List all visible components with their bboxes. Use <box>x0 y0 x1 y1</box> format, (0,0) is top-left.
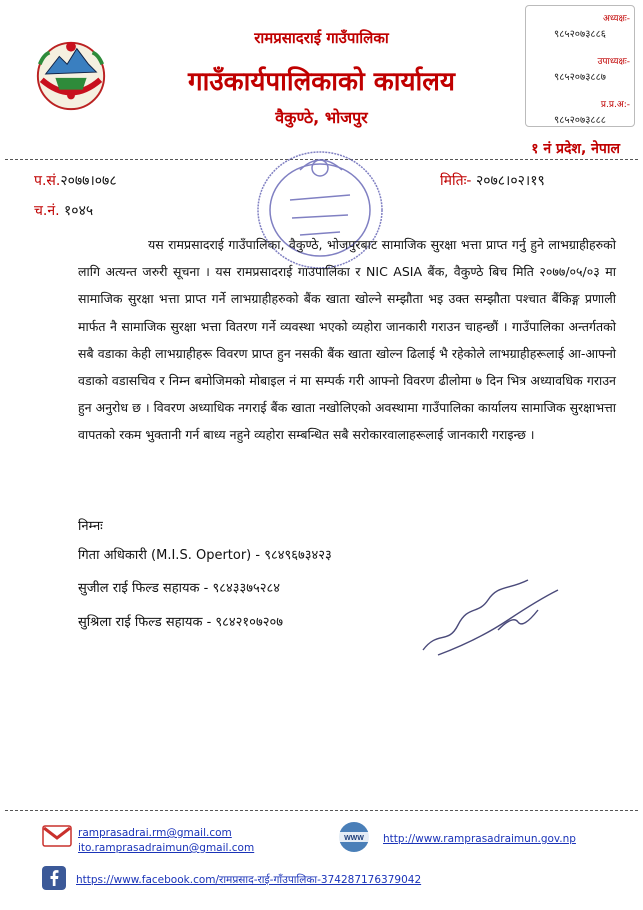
letter-date-value: २०७८।०२।१९ <box>475 173 545 189</box>
reference-number-value: २०७७।०७८ <box>60 173 117 189</box>
notice-body: यस रामप्रसादराई गाउँपालिका, वैकुण्ठे, भोजपुरबाट सामाजिक सुरक्षा भत्ता प्राप्त गर्नु हुने लाभग्राहीहरुको लागि अत्यन्त जरुरी सूचना । यस रामप्रसादराई गाउपालिका र NIC ASIA बैंक, वैकुण्ठे बिच मिति २०७७/०५/०३ मा सामाजिक सुरक्षा भत्ता प्राप्त गर्ने लाभग्राहीहरुको बैंक खाता खोल्ने सम्झौता भइ उक्त सम्झौता पश्चात बैंकिङ्ग प्रणाली मार्फत नै सामाजिक सुरक्षा भत्ता वितरण गर्ने व्यवस्था भएको व्यहोरा जानकारी गराउन चाहन्छौं । गाउँपालिका अन्तर्गतको सबै वडाका केही लाभग्राहीहरू विवरण प्राप्त हुन नसकी बैंक खाता खोल्न ढिलाई भै रहेकोले लाभग्राहीहरूलाई आ-आफ्नो वडाको वडासचिव र निम्न बमोजिमको मोबाइल नं मा सम्पर्क गरी आफ्नो विवरण ढीलोमा ७ दिन भित्र अध्यावधिक गराउन हुन अनुरोध छ । विवरण अध्याधिक नगराई बैंक खाता नखोलिएको अवस्थामा गाउँपालिका कार्यालय सामाजिक सुरक्षाभत्ता वापतको रकम भुक्तानी गर्न बाध्य नहुने व्यहोरा सम्बन्धित सबै सरोकारवालाहरूलाई जानकारी गराइन्छ । <box>78 237 616 443</box>
email-link-it[interactable]: ito.ramprasadraimun@gmail.com <box>78 842 255 854</box>
contact-label-cao: प्र.प्र.अ:- <box>600 100 630 110</box>
facebook-icon <box>42 866 66 890</box>
signature-icon <box>418 560 568 660</box>
email-link-primary[interactable]: ramprasadrai.rm@gmail.com <box>78 827 232 839</box>
office-location: वैकुण्ठे, भोजपुर <box>275 108 368 127</box>
province-label: १ नं प्रदेश, नेपाल <box>531 141 620 157</box>
staff-row: गिता अधिकारी (M.I.S. Opertor) - ९८४९६७३४२३ <box>78 548 332 563</box>
facebook-link[interactable]: https://www.facebook.com/रामप्रसाद-राई-गाँउपालिका-374287176379042 <box>76 874 422 886</box>
reference-number-label: प.सं. <box>34 173 61 189</box>
contact-phone-vicechair: ९८५२०७३८८७ <box>554 72 606 83</box>
dispatch-number <box>34 201 93 220</box>
letter-date-label: मितिः- <box>440 173 472 189</box>
reference-number <box>34 171 117 190</box>
staff-heading: निम्नः <box>78 519 103 534</box>
footer-divider <box>5 810 638 811</box>
svg-text:WWW: WWW <box>344 835 364 842</box>
www-globe-icon <box>336 820 372 854</box>
office-title: गाउँकार्यपालिकाको कार्यालय <box>188 67 455 97</box>
website-link[interactable]: http://www.ramprasadraimun.gov.np <box>383 833 576 845</box>
contact-phone-chair: ९८५२०७३८८६ <box>554 29 606 40</box>
contact-phone-cao: ९८५२०७३८८८ <box>554 115 606 126</box>
staff-row: सुश्रिला राई फिल्ड सहायक - ९८४२१०७२०७ <box>78 615 283 630</box>
letter-date <box>440 171 545 190</box>
gmail-icon <box>42 824 72 848</box>
contact-box <box>525 5 635 127</box>
municipality-name: रामप्रसादराई गाउँपालिका <box>254 29 389 47</box>
contact-label-chair: अध्यक्षः- <box>603 14 630 24</box>
dispatch-number-label: च.नं. <box>34 203 60 219</box>
dispatch-number-value: १०४५ <box>64 203 94 219</box>
staff-row: सुजील राई फिल्ड सहायक - ९८४३३७५२८४ <box>78 581 281 596</box>
contact-label-vicechair: उपाध्यक्षः- <box>597 57 630 67</box>
